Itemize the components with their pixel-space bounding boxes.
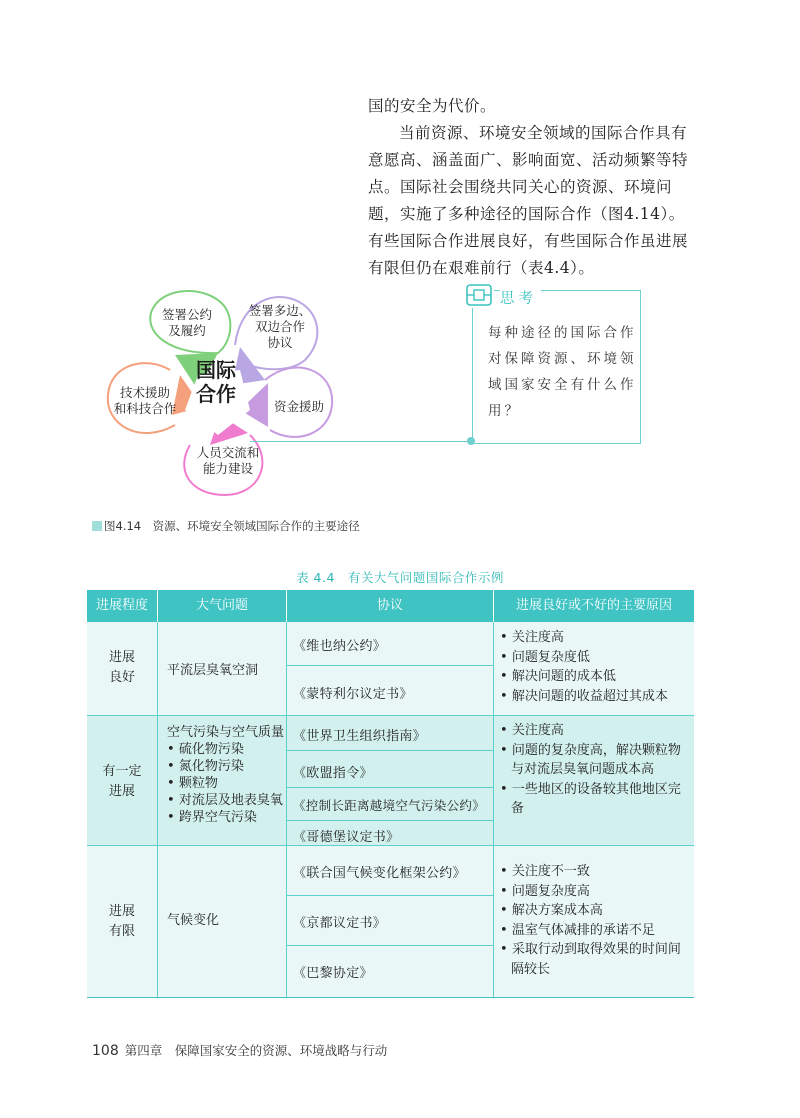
stage-limited-line2: 有限 xyxy=(108,924,135,939)
center-label xyxy=(196,358,236,406)
reason-item: • 问题复杂度低 xyxy=(500,648,690,668)
reason-item: • 采取行动到取得效果的时间间隔较长 xyxy=(500,940,690,979)
reason-item: • 问题的复杂度高，解决颗粒物与对流层臭氧问题成本高 xyxy=(500,741,690,780)
agreement-kyoto: 《京都议定书》 xyxy=(293,916,387,931)
agreement-who: 《世界卫生组织指南》 xyxy=(293,729,427,744)
agreement-paris: 《巴黎协定》 xyxy=(293,966,373,981)
figure-caption-text: 图4.14 资源、环境安全领域国际合作的主要途径 xyxy=(104,519,360,533)
label-exchange-line2: 能力建设 xyxy=(202,461,253,476)
center-label-line2: 合作 xyxy=(196,382,236,406)
reason-item: • 解决问题的成本低 xyxy=(500,667,690,687)
reason-item: • 一些地区的设备较其他地区完备 xyxy=(500,780,690,819)
header-issue: 大气问题 xyxy=(158,590,286,622)
reason-item: • 关注度高 xyxy=(500,628,690,648)
issue-sub-item: • 跨界空气污染 xyxy=(167,809,291,826)
page-number: 108 xyxy=(92,1043,119,1059)
agreement-eu: 《欧盟指令》 xyxy=(293,766,373,781)
issue-sub-item: • 对流层及地表臭氧 xyxy=(167,792,291,809)
issue-climate: 气候变化 xyxy=(167,913,220,928)
label-convention xyxy=(152,307,222,339)
grid-h-some-3 xyxy=(286,820,493,821)
think-title: 思考 xyxy=(500,287,541,308)
label-convention-line2: 及履约 xyxy=(168,323,206,338)
stage-limited xyxy=(87,902,157,942)
grid-h-limited-1 xyxy=(286,895,493,896)
issue-air-quality xyxy=(163,724,291,826)
paragraph-2: 当前资源、环境安全领域的国际合作具有意愿高、涵盖面广、影响面宽、活动频繁等特点。国际社会围绕共同关心的资源、环境问题，实施了多种途径的国际合作（图4.14）。有些国际合作进展良好，有些国际合作虽进展有限但仍在艰难前行（表4.4）。 xyxy=(368,124,689,277)
agreement-unfccc: 《联合国气候变化框架公约》 xyxy=(293,866,466,881)
label-agreement-line2: 双边合作 xyxy=(254,319,305,334)
stage-good xyxy=(87,648,157,688)
label-tech-line2: 和科技合作 xyxy=(113,401,177,416)
caption-marker-icon xyxy=(92,521,102,531)
grid-v1 xyxy=(157,622,158,998)
issue-air-quality-title: 空气污染与空气质量 xyxy=(167,725,285,740)
issue-ozone: 平流层臭氧空洞 xyxy=(167,663,259,678)
figure-caption xyxy=(92,518,360,534)
reason-item: • 解决问题的收益超过其成本 xyxy=(500,687,690,707)
issue-sub-item: • 氮化物污染 xyxy=(167,758,291,775)
paragraph-1: 国的安全为代价。 xyxy=(368,97,497,115)
label-agreement-line1: 签署多边、 xyxy=(248,303,312,318)
agreement-lrtap: 《控制长距离越境空气污染公约》 xyxy=(293,798,486,813)
grid-h-some-1 xyxy=(286,750,493,751)
reason-item: • 关注度高 xyxy=(500,721,690,741)
agreement-montreal: 《蒙特利尔议定书》 xyxy=(293,687,413,702)
reasons-some xyxy=(500,721,690,819)
agreement-vienna: 《维也纳公约》 xyxy=(293,639,387,654)
stage-some-line1: 有一定 xyxy=(102,764,142,779)
chapter-title: 第四章 保障国家安全的资源、环境战略与行动 xyxy=(124,1043,388,1058)
reason-item: • 关注度不一致 xyxy=(500,862,690,882)
header-agreement: 协议 xyxy=(287,590,493,622)
grid-h-2 xyxy=(87,845,694,846)
label-convention-line1: 签署公约 xyxy=(161,307,212,322)
cooperation-diagram xyxy=(100,285,340,500)
reason-item: • 问题复杂度高 xyxy=(500,882,690,902)
label-funding xyxy=(264,399,334,415)
stage-limited-line1: 进展 xyxy=(108,904,135,919)
body-text xyxy=(368,93,698,282)
label-agreement xyxy=(240,303,320,351)
label-tech xyxy=(105,385,185,417)
header-stage: 进展程度 xyxy=(87,590,157,622)
grid-h-good-1 xyxy=(286,665,493,666)
center-label-line1: 国际 xyxy=(196,358,236,382)
label-agreement-line3: 协议 xyxy=(267,335,293,350)
grid-h-limited-2 xyxy=(286,945,493,946)
grid-h-bottom xyxy=(87,997,694,998)
grid-h-some-2 xyxy=(286,787,493,788)
reason-item: • 解决方案成本高 xyxy=(500,901,690,921)
stage-good-line2: 良好 xyxy=(108,670,135,685)
think-connector-line xyxy=(250,441,472,442)
stage-some-line2: 进展 xyxy=(108,784,135,799)
think-box-left-border xyxy=(472,305,473,442)
label-tech-line1: 技术援助 xyxy=(119,385,170,400)
reasons-limited xyxy=(500,862,690,979)
issue-sub-item: • 硫化物污染 xyxy=(167,741,291,758)
stage-some xyxy=(87,762,157,802)
agreement-gothenburg: 《哥德堡议定书》 xyxy=(293,830,400,845)
stage-good-line1: 进展 xyxy=(108,650,135,665)
table-caption: 表 4.4 有关大气问题国际合作示例 xyxy=(296,570,504,585)
label-funding-line1: 资金援助 xyxy=(273,399,324,414)
think-icon xyxy=(464,282,494,308)
think-connector-dot xyxy=(467,437,475,445)
label-exchange-line1: 人员交流和 xyxy=(196,445,260,460)
reason-item: • 温室气体减排的承诺不足 xyxy=(500,921,690,941)
grid-h-1 xyxy=(87,715,694,716)
header-reasons: 进展良好或不好的主要原因 xyxy=(494,590,694,622)
think-text: 每种途径的国际合作对保障资源、环境领域国家安全有什么作用？ xyxy=(488,325,637,419)
cooperation-table xyxy=(87,590,694,998)
page-footer xyxy=(92,1041,387,1059)
reasons-good xyxy=(500,628,690,706)
label-exchange xyxy=(188,445,268,477)
issue-sub-item: • 颗粒物 xyxy=(167,775,291,792)
